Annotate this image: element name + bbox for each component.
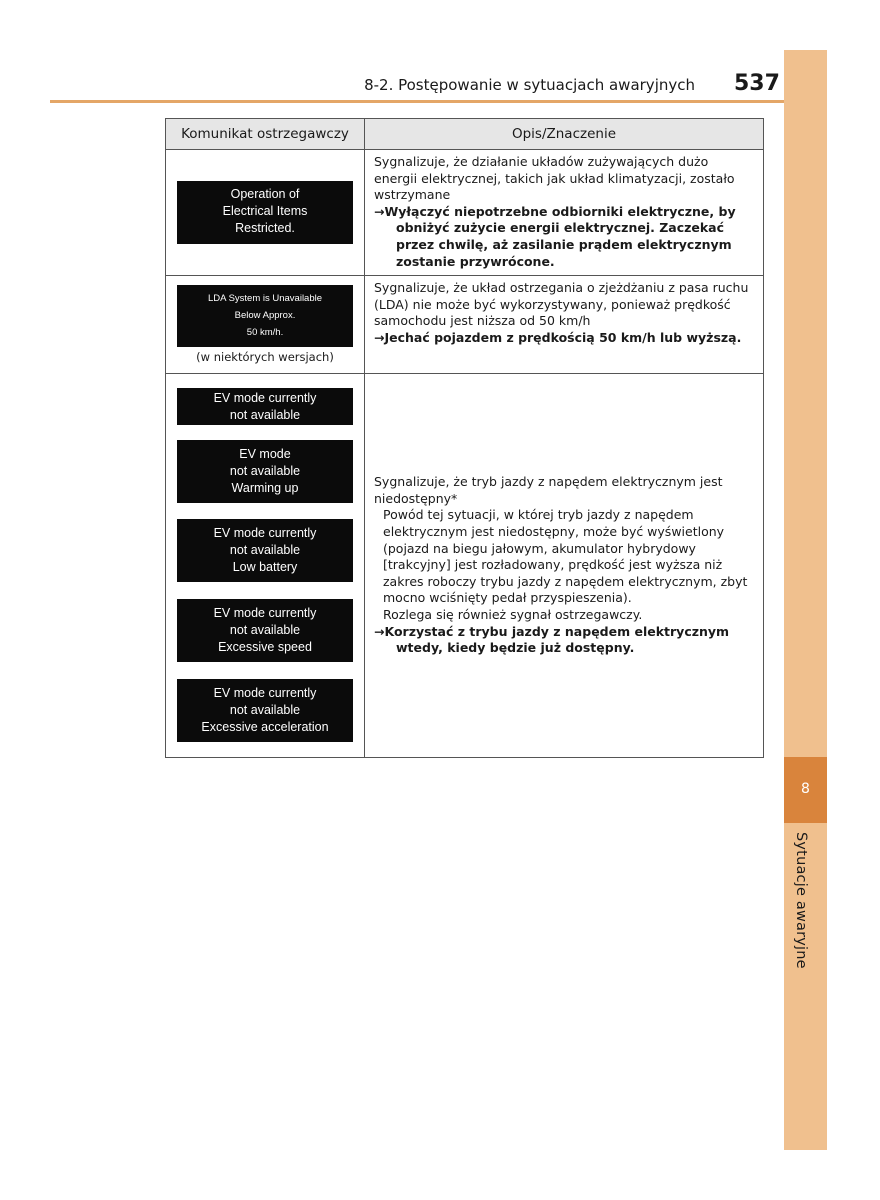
reason-text: Powód tej sytuacji, w której tryb jazdy z napędem elektrycznym jest niedostępny, może być wyświetlony (pojazd na biegu jałowym, akumulator hybrydowy [trakcyjny] jest rozładowany, prędkość jest wyższa niż zakres roboczy trybu jazdy z napędem elektrycznym, zbyt mocno wciśnięty pedał przyspieszenia).: [383, 507, 748, 606]
message-cell: [166, 150, 365, 276]
warning-screen-lda: [177, 285, 353, 347]
action-text: →Korzystać z trybu jazdy z napędem elektrycznym wtedy, kiedy będzie już dostępny.: [374, 623, 730, 656]
warning-messages-table: [165, 118, 764, 758]
screen-line: EV mode currently: [213, 526, 317, 540]
message-cell: [166, 374, 365, 758]
page-number: 537: [734, 71, 780, 96]
description-cell: [365, 276, 764, 374]
screen-line: EV mode currently: [213, 391, 317, 405]
screen-line: 50 km/h.: [246, 327, 284, 338]
screen-line: Operation of: [230, 187, 300, 201]
screen-line: Restricted.: [235, 221, 295, 235]
warning-screen-ev-unavailable: [177, 388, 353, 425]
screen-line: Low battery: [232, 560, 298, 574]
screen-line: Electrical Items: [222, 204, 308, 218]
warning-screen-ev-excessive-speed: [177, 599, 353, 662]
warning-screen-ev-excessive-acceleration: [177, 679, 353, 742]
chapter-tab: [784, 757, 827, 823]
warning-screen-ev-warming-up: [177, 440, 353, 503]
version-note: (w niektórych wersjach): [196, 350, 334, 364]
section-title: 8-2. Postępowanie w sytuacjach awaryjnych: [364, 76, 695, 94]
description-text: Sygnalizuje, że tryb jazdy z napędem elektrycznym jest niedostępny*: [374, 474, 723, 506]
header-rule: [50, 100, 784, 103]
sound-text: Rozlega się również sygnał ostrzegawczy.: [383, 606, 643, 622]
screen-line: EV mode currently: [213, 606, 317, 620]
screen-line: Excessive speed: [218, 640, 312, 654]
table-row: [166, 374, 764, 758]
column-header-message: Komunikat ostrzegawczy: [166, 119, 365, 150]
screen-line: not available: [229, 543, 301, 557]
screen-line: LDA System is Unavailable: [207, 293, 323, 304]
screen-line: Below Approx.: [234, 310, 296, 321]
screen-line: Excessive acceleration: [201, 720, 329, 734]
description-cell: [365, 150, 764, 276]
message-cell: [166, 276, 365, 374]
chapter-title: Sytuacje awaryjne: [793, 832, 809, 969]
description-text: Sygnalizuje, że układ ostrzegania o zjeżdżaniu z pasa ruchu (LDA) nie może być wykorzystywany, ponieważ prędkość samochodu jest niższa od 50 km/h: [374, 280, 749, 329]
table-row: [166, 276, 764, 374]
column-header-description: Opis/Znaczenie: [365, 119, 764, 150]
screen-line: EV mode: [239, 447, 291, 461]
screen-line: not available: [229, 464, 301, 478]
description-cell: [365, 374, 764, 758]
warning-screen-ev-low-battery: [177, 519, 353, 582]
table-row: [166, 150, 764, 276]
table-header-row: [166, 119, 764, 150]
screen-line: not available: [229, 408, 301, 422]
action-text: →Wyłączyć niepotrzebne odbiorniki elektryczne, by obniżyć zużycie energii elektrycznej. Zaczekać przez chwilę, aż zasilanie prądem elektrycznym zostanie przywrócone.: [374, 203, 736, 269]
screen-line: not available: [229, 623, 301, 637]
screen-line: EV mode currently: [213, 686, 317, 700]
warning-screen-electrical: [177, 181, 353, 244]
description-text: Sygnalizuje, że działanie układów zużywających dużo energii elektrycznej, takich jak układ klimatyzacji, zostało wstrzymane: [374, 154, 735, 203]
screen-line: Warming up: [231, 481, 299, 495]
action-text: →Jechać pojazdem z prędkością 50 km/h lub wyższą.: [374, 329, 742, 345]
chapter-number: 8: [801, 781, 810, 797]
screen-line: not available: [229, 703, 301, 717]
